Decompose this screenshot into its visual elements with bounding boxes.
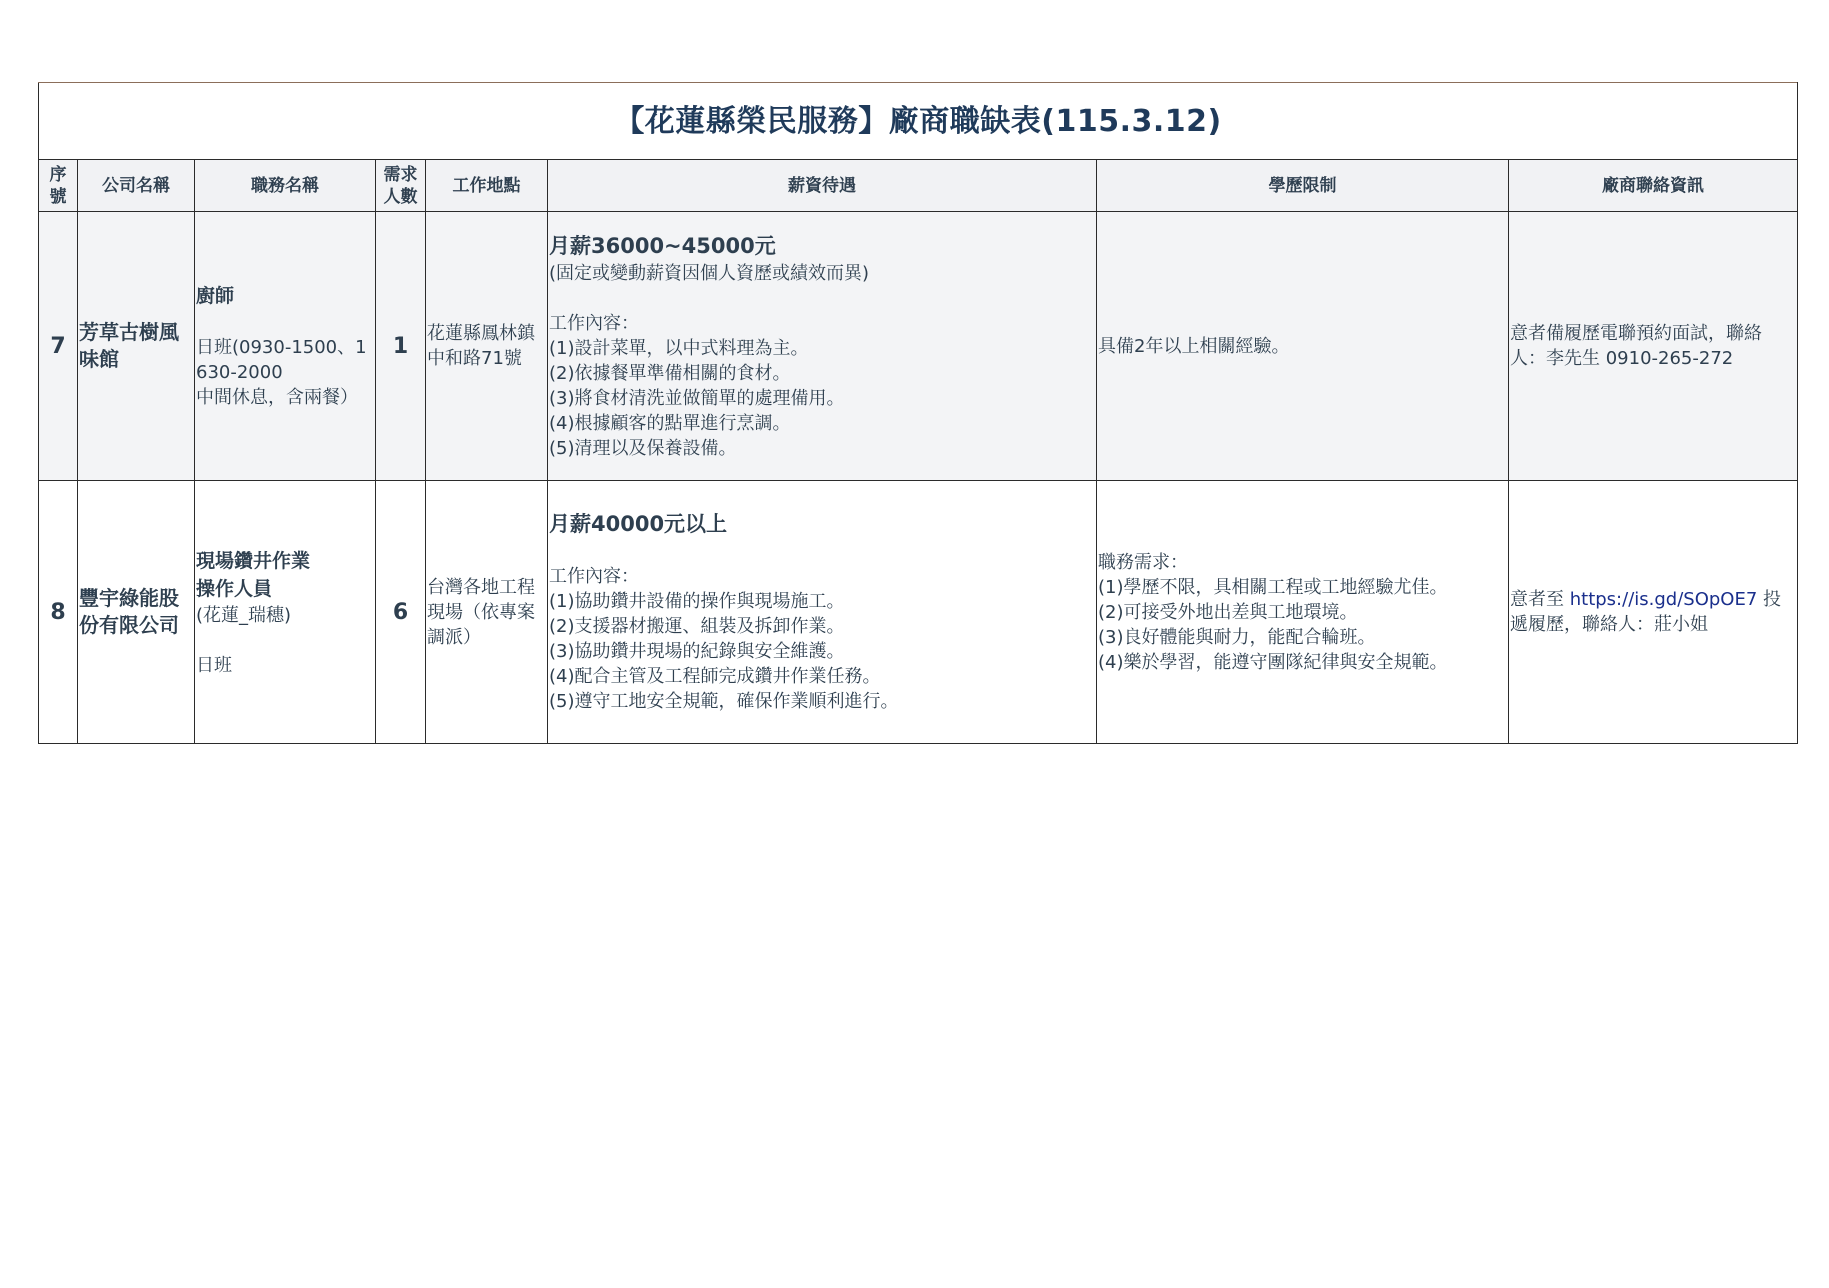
- title-row: [39, 83, 1798, 160]
- duties-label: 工作內容：: [549, 312, 639, 334]
- contact-suffix: 投遞履歷，聯絡人：莊小姐: [1510, 589, 1782, 635]
- contact-prefix: 意者至: [1510, 589, 1570, 610]
- header-count-line2: 人數: [383, 186, 418, 207]
- duty-item: (4)配合主管及工程師完成鑽井作業任務。: [549, 666, 881, 687]
- header-contact: 廠商聯絡資訊: [1509, 160, 1798, 212]
- table-row: [39, 481, 1798, 744]
- row-education: [1097, 481, 1509, 744]
- spacer: [196, 310, 374, 335]
- header-seq-line2: 號: [49, 186, 67, 207]
- duties-label: 工作內容：: [549, 566, 639, 587]
- salary-note: (固定或變動薪資因個人資歷或績效而異): [549, 262, 870, 284]
- salary-main: 月薪36000~45000元: [549, 233, 776, 258]
- spacer: [196, 628, 374, 653]
- spacer: [549, 539, 1095, 564]
- header-seq: [39, 160, 78, 212]
- header-row: [39, 160, 1798, 212]
- salary-main: 月薪40000元以上: [549, 512, 728, 536]
- page-title: 【花蓮縣榮民服務】廠商職缺表(115.3.12): [39, 83, 1798, 160]
- row-location: 台灣各地工程現場（依專案調派）: [426, 481, 548, 744]
- header-company: 公司名稱: [78, 160, 195, 212]
- job-title: 廚師: [196, 285, 235, 307]
- requirements-label: 職務需求：: [1098, 551, 1188, 573]
- row-seq: 7: [39, 212, 78, 481]
- row-company: 豐宇綠能股份有限公司: [78, 481, 195, 744]
- job-title-line2: 操作人員: [196, 577, 273, 600]
- row-seq: 8: [39, 481, 78, 744]
- table-row: [39, 212, 1798, 481]
- row-contact: [1509, 481, 1798, 744]
- row-company: 芳草古樹風味館: [78, 212, 195, 481]
- duty-item: (4)根據顧客的點單進行烹調。: [549, 412, 791, 434]
- duty-item: (5)遵守工地安全規範，確保作業順利進行。: [549, 691, 899, 712]
- requirement-item: (3)良好體能與耐力，能配合輪班。: [1098, 626, 1376, 648]
- header-count: [376, 160, 426, 212]
- header-location: 工作地點: [426, 160, 548, 212]
- row-salary: [548, 481, 1097, 744]
- header-count-line1: 需求: [383, 164, 418, 185]
- row-education: 具備2年以上相關經驗。: [1097, 212, 1509, 481]
- duty-item: (1)設計菜單，以中式料理為主。: [549, 337, 809, 359]
- spacer: [549, 286, 1095, 311]
- header-seq-line1: 序: [49, 164, 67, 185]
- duty-item: (3)將食材清洗並做簡單的處理備用。: [549, 387, 845, 409]
- job-area: (花蓮_瑞穗): [196, 604, 292, 626]
- header-salary: 薪資待遇: [548, 160, 1097, 212]
- requirement-item: (2)可接受外地出差與工地環境。: [1098, 601, 1358, 623]
- job-vacancy-sheet: [38, 82, 1797, 744]
- requirement-item: (4)樂於學習，能遵守團隊紀律與安全規範。: [1098, 651, 1448, 673]
- row-count: 1: [376, 212, 426, 481]
- row-count: 6: [376, 481, 426, 744]
- duty-item: (1)協助鑽井設備的操作與現場施工。: [549, 591, 845, 612]
- row-job: [195, 481, 376, 744]
- job-vacancy-table: [38, 82, 1798, 744]
- job-shift: 日班: [196, 654, 232, 676]
- requirement-item: (1)學歷不限，具相關工程或工地經驗尤佳。: [1098, 576, 1448, 598]
- duty-item: (5)清理以及保養設備。: [549, 437, 737, 459]
- job-title: 現場鑽井作業: [196, 549, 311, 572]
- row-job: [195, 212, 376, 481]
- header-education: 學歷限制: [1097, 160, 1509, 212]
- duty-item: (2)支援器材搬運、組裝及拆卸作業。: [549, 616, 845, 637]
- job-shift: 日班(0930-1500、1630-2000: [196, 337, 367, 383]
- row-contact: 意者備履歷電聯預約面試，聯絡人：李先生 0910-265-272: [1509, 212, 1798, 481]
- duty-item: (2)依據餐單準備相關的食材。: [549, 362, 791, 384]
- job-shift-note: 中間休息，含兩餐）: [196, 387, 358, 408]
- row-location: 花蓮縣鳳林鎮中和路71號: [426, 212, 548, 481]
- duty-item: (3)協助鑽井現場的紀錄與安全維護。: [549, 641, 845, 662]
- row-salary: [548, 212, 1097, 481]
- contact-link[interactable]: https://is.gd/SOpOE7: [1569, 589, 1758, 610]
- header-job: 職務名稱: [195, 160, 376, 212]
